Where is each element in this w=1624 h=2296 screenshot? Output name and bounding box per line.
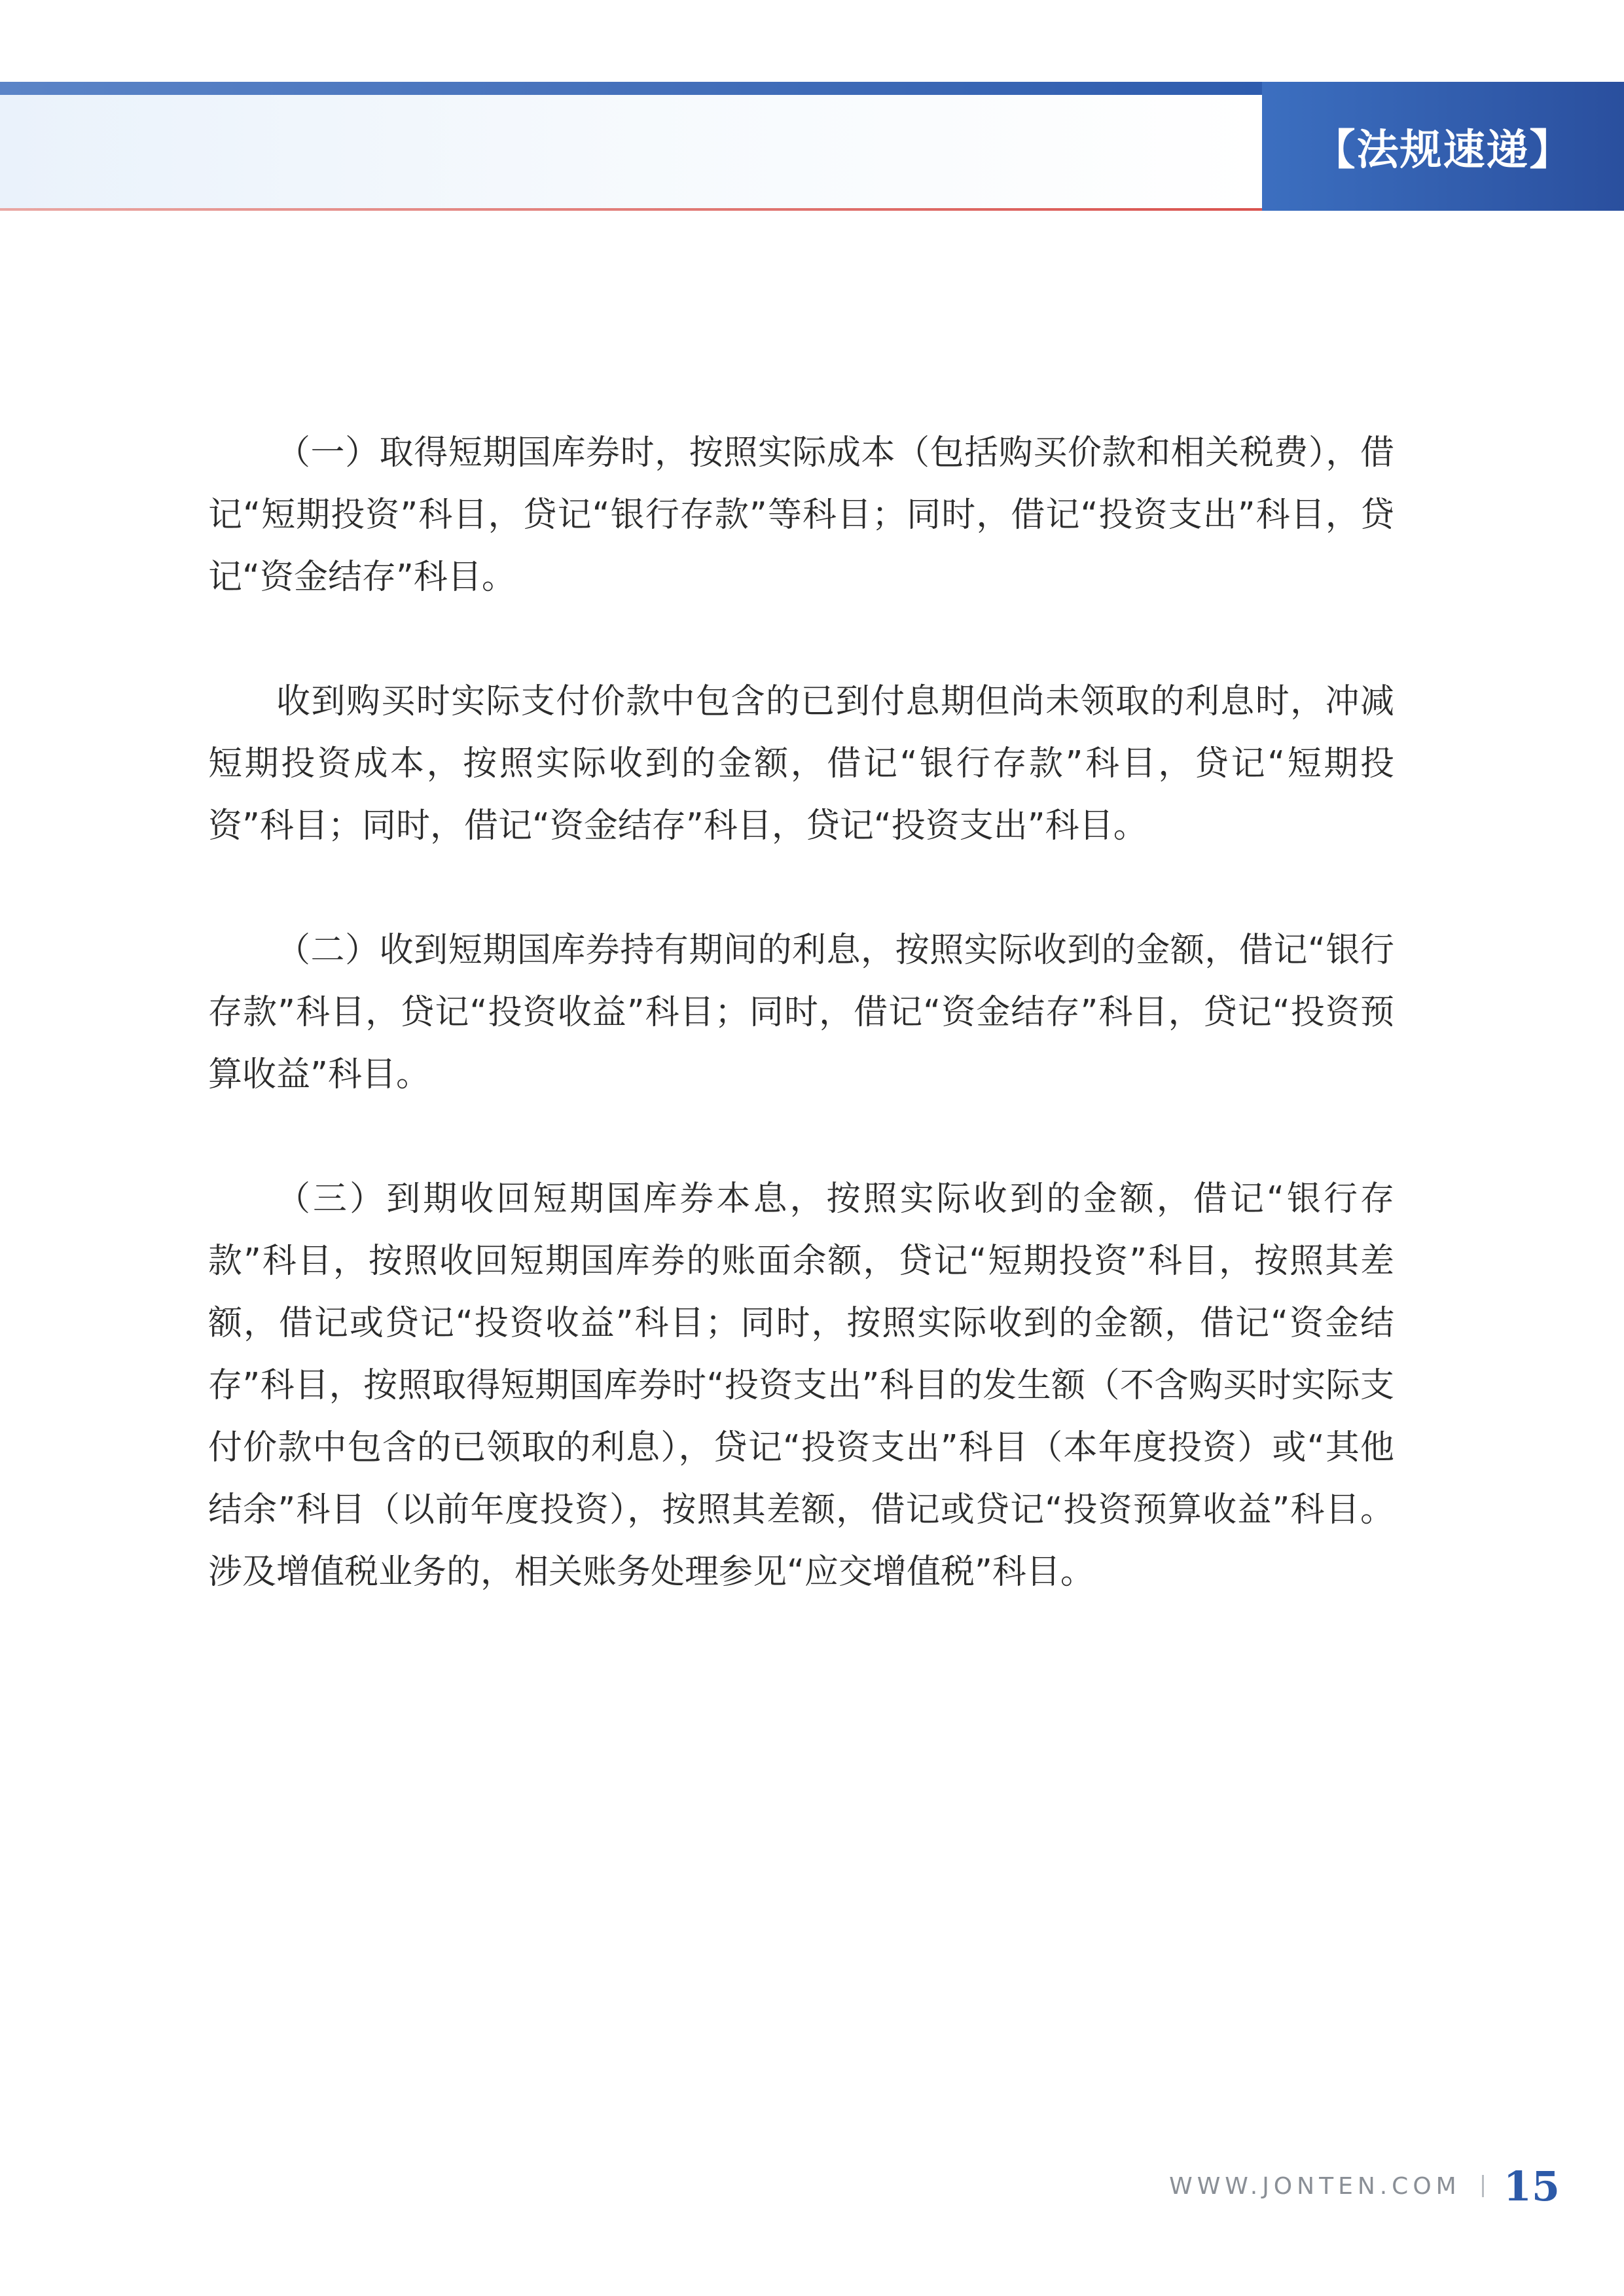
header-bottom-rule [0, 208, 1262, 211]
paragraph-4: （三）到期收回短期国库券本息，按照实际收到的金额，借记“银行存款”科目，按照收回短期国库券的账面余额，贷记“短期投资”科目，按照其差额，借记或贷记“投资收益”科目；同时，按照实际收到的金额，借记“资金结存”科目，按照取得短期国库券时“投资支出”科目的发生额（不含购买时实际支付价款中包含的已领取的利息），贷记“投资支出”科目（本年度投资）或“其他结余”科目（以前年度投资），按照其差额，借记或贷记“投资预算收益”科目。涉及增值税业务的，相关账务处理参见“应交增值税”科目。 [208, 1179, 1394, 1592]
paragraph-1: （一）取得短期国库券时，按照实际成本（包括购买价款和相关税费），借记“短期投资”科目，贷记“银行存款”等科目；同时，借记“投资支出”科目，贷记“资金结存”科目。 [208, 433, 1394, 597]
website-link[interactable]: WWW.JONTEN.COM [1169, 2172, 1461, 2200]
page-number: 15 [1503, 2162, 1560, 2210]
paragraph-2: 收到购买时实际支付价款中包含的已到付息期但尚未领取的利息时，冲减短期投资成本，按照实际收到的金额，借记“银行存款”科目，贷记“短期投资”科目；同时，借记“资金结存”科目，贷记“投资支出”科目。 [208, 682, 1394, 846]
paragraph-3: （二）收到短期国库券持有期间的利息，按照实际收到的金额，借记“银行存款”科目，贷记“投资收益”科目；同时，借记“资金结存”科目，贷记“投资预算收益”科目。 [208, 931, 1394, 1094]
page-footer [1169, 2160, 1560, 2212]
section-label: 【法规速递】 [1262, 82, 1624, 211]
header-top-rule [0, 82, 1262, 95]
footer-divider [1482, 2175, 1484, 2197]
document-body [208, 422, 1394, 1666]
header-band [0, 95, 1262, 209]
